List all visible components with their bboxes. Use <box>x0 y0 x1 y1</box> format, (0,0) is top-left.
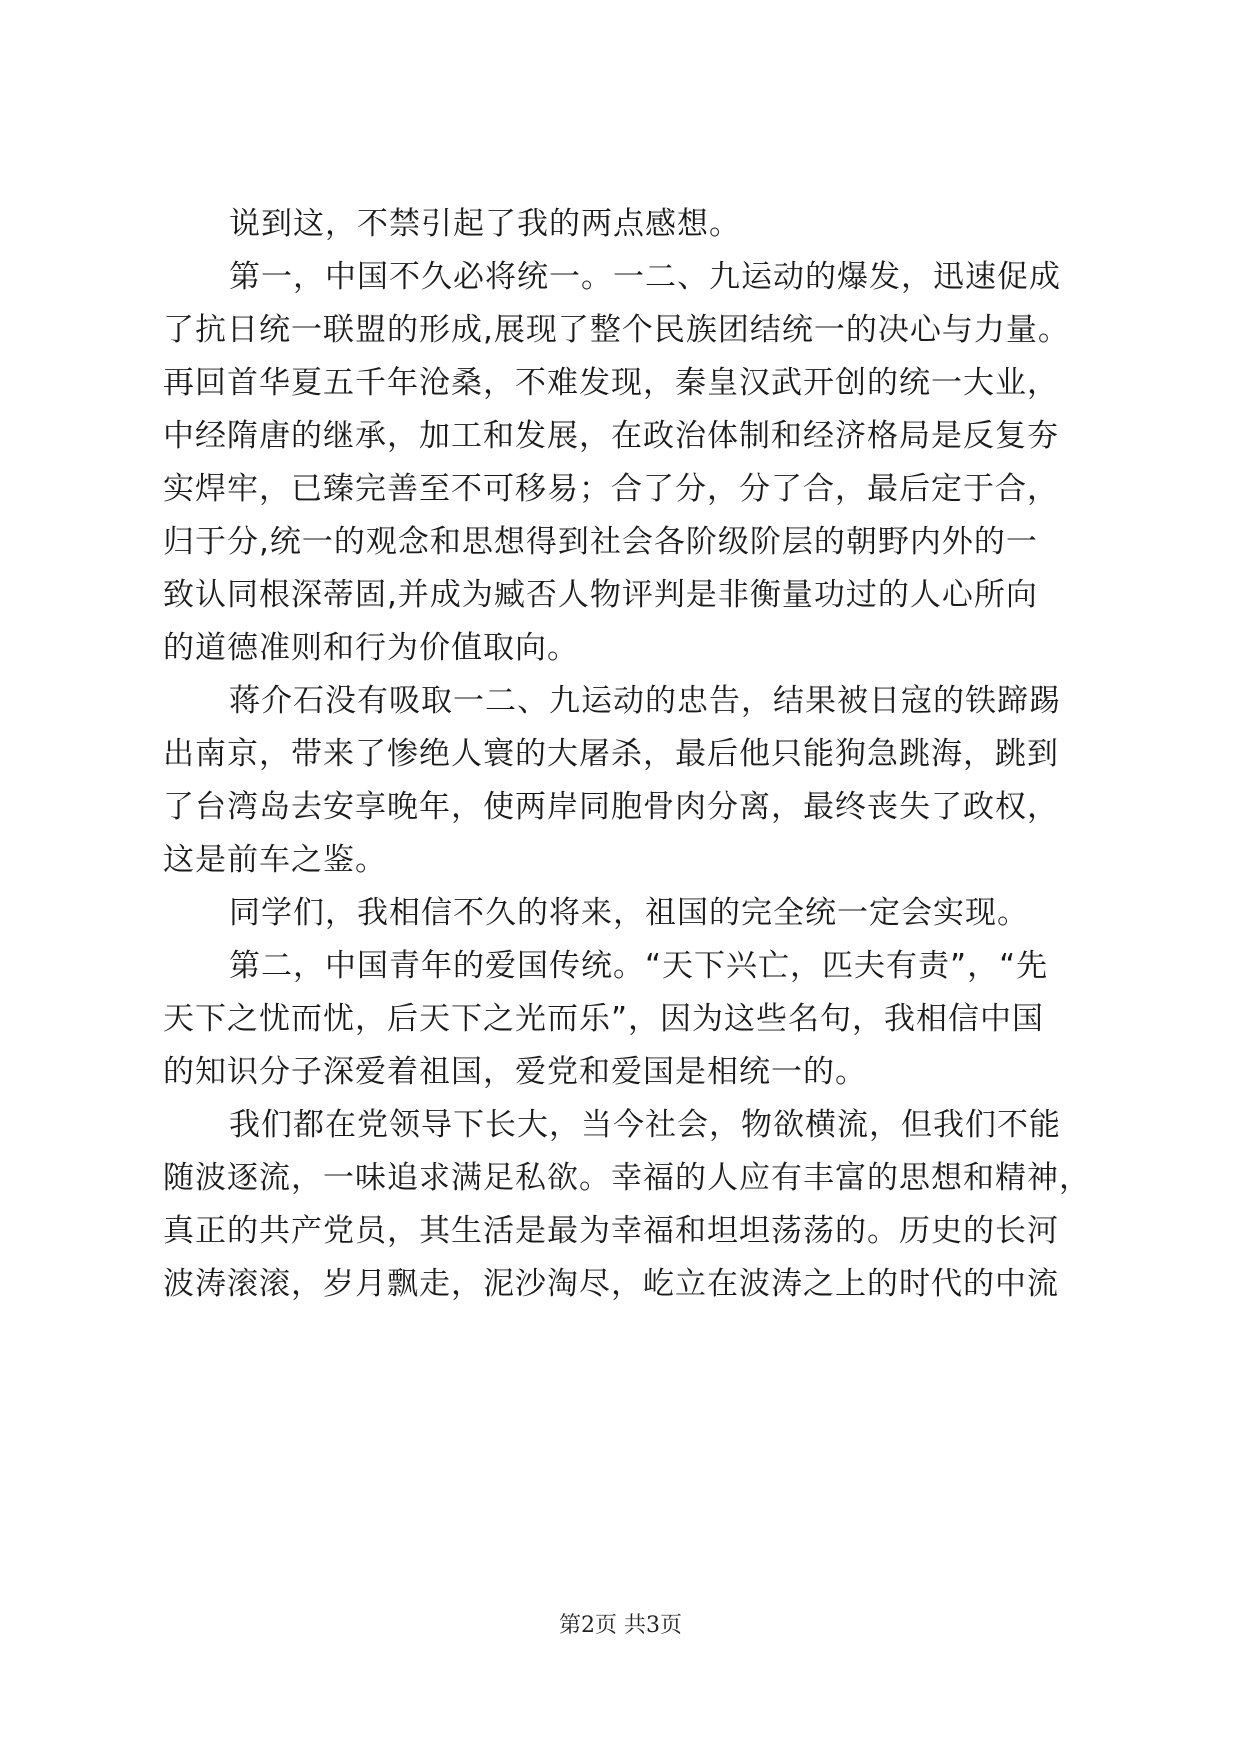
text-line: 再回首华夏五千年沧桑，不难发现，秦皇汉武开创的统一大业， <box>163 365 1059 401</box>
text-line: 了抗日统一联盟的形成,展现了整个民族团结统一的决心与力量。 <box>163 312 1070 348</box>
text-line: 我们都在党领导下长大，当今社会，物欲横流，但我们不能 <box>229 1107 1061 1143</box>
text-line: 致认同根深蒂固,并成为臧否人物评判是非衡量功过的人心所向 <box>163 577 1038 613</box>
text-line: 了台湾岛去安享晚年，使两岸同胞骨肉分离，最终丧失了政权， <box>163 789 1059 825</box>
text-line: 这是前车之鉴。 <box>163 842 387 878</box>
text-line: 同学们，我相信不久的将来，祖国的完全统一定会实现。 <box>229 895 1029 931</box>
text-line: 蒋介石没有吸取一二、九运动的忠告，结果被日寇的铁蹄踢 <box>229 683 1061 719</box>
text-line: 中经隋唐的继承，加工和发展，在政治体制和经济格局是反复夯 <box>163 418 1059 454</box>
text-line: 第一，中国不久必将统一。一二、九运动的爆发，迅速促成 <box>229 259 1061 295</box>
text-line: 实焊牢，已臻完善至不可移易；合了分，分了合，最后定于合， <box>163 471 1059 507</box>
text-line: 随波逐流，一味追求满足私欲。幸福的人应有丰富的思想和精神， <box>163 1160 1091 1196</box>
text-line: 归于分,统一的观念和思想得到社会各阶级阶层的朝野内外的一 <box>163 524 1038 560</box>
text-line: 出南京，带来了惨绝人寰的大屠杀，最后他只能狗急跳海，跳到 <box>163 736 1059 772</box>
text-line: 第二，中国青年的爱国传统。“天下兴亡，匹夫有责”，“先 <box>229 948 1049 984</box>
document-body <box>163 198 1103 1311</box>
text-line: 的道德准则和行为价值取向。 <box>163 630 579 666</box>
page-number-footer: 第2页 共3页 <box>559 1613 682 1638</box>
text-line: 波涛滚滚，岁月飘走，泥沙淘尽，屹立在波涛之上的时代的中流 <box>163 1266 1059 1302</box>
text-line: 的知识分子深爱着祖国，爱党和爱国是相统一的。 <box>163 1054 867 1090</box>
text-line: 天下之忧而忧，后天下之光而乐”，因为这些名句，我相信中国 <box>163 1001 1045 1037</box>
text-line: 说到这，不禁引起了我的两点感想。 <box>229 206 741 242</box>
text-line: 真正的共产党员，其生活是最为幸福和坦坦荡荡的。历史的长河 <box>163 1213 1059 1249</box>
